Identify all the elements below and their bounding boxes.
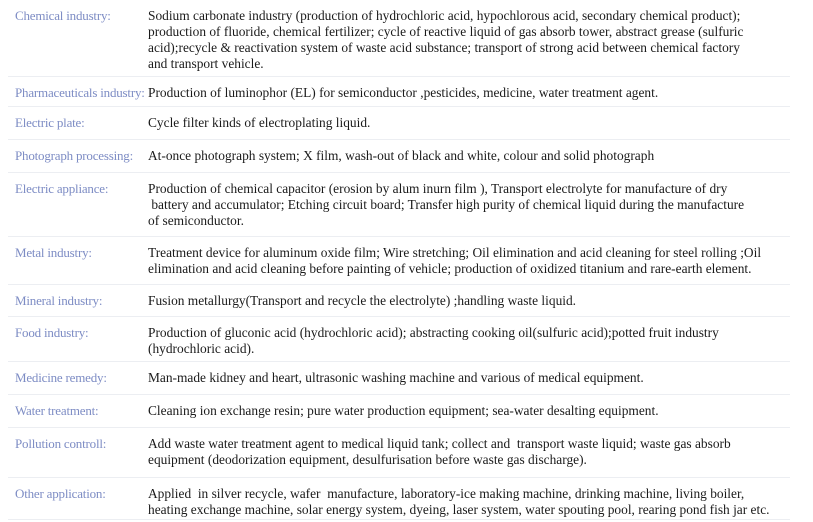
description-line: (hydrochloric acid).	[148, 341, 255, 356]
table-row	[8, 317, 790, 362]
description-line: of semiconductor.	[148, 213, 244, 228]
row-description	[148, 486, 770, 518]
row-label: Mineral industry:	[15, 293, 103, 308]
description-line: battery and accumulator; Etching circuit board; Transfer high purity of chemical liquid during the manufacture	[148, 197, 745, 212]
row-description	[148, 403, 659, 419]
table-row	[8, 0, 790, 77]
row-description	[148, 370, 644, 386]
description-line: and transport vehicle.	[148, 56, 264, 71]
table-row	[8, 285, 790, 317]
row-label: Metal industry:	[15, 245, 92, 260]
description-line: Cleaning ion exchange resin; pure water production equipment; sea-water desalting equipment.	[148, 403, 659, 418]
row-description	[148, 8, 743, 72]
table-row	[8, 428, 790, 478]
row-description	[148, 85, 658, 101]
row-description	[148, 293, 576, 309]
description-line: Production of chemical capacitor (erosion by alum inurn film ), Transport electrolyte for manufacture of dry	[148, 181, 728, 196]
table-row	[8, 362, 790, 395]
row-label: Pollution controll:	[15, 436, 107, 451]
description-line: acid);recycle & reactivation system of waste acid substance; transport of strong acid between chemical factory	[148, 40, 740, 55]
table-row	[8, 395, 790, 428]
row-description	[148, 325, 719, 357]
table-row	[8, 77, 790, 107]
row-label: Electric appliance:	[15, 181, 109, 196]
description-line: heating exchange machine, solar energy system, dyeing, laser system, water spouting pool, rearing pond fish jar etc.	[148, 502, 770, 517]
table-row	[8, 107, 790, 140]
table-row	[8, 140, 790, 173]
description-line: production of fluoride, chemical fertilizer; cycle of reactive liquid of gas absorb tower, abstract grease (sulfuric	[148, 24, 744, 39]
description-line: Fusion metallurgy(Transport and recycle the electrolyte) ;handling waste liquid.	[148, 293, 577, 308]
row-description	[148, 436, 731, 468]
description-line: elimination and acid cleaning before painting of vehicle; production of oxidized titanium and rare-earth element.	[148, 261, 752, 276]
description-line: Cycle filter kinds of electroplating liquid.	[148, 115, 371, 130]
row-description	[148, 148, 654, 164]
table-row	[8, 173, 790, 237]
row-label: Medicine remedy:	[15, 370, 107, 385]
row-description	[148, 245, 761, 277]
row-label: Photograph processing:	[15, 148, 134, 163]
row-label: Water treatment:	[15, 403, 99, 418]
description-line: Sodium carbonate industry (production of hydrochloric acid, hypochlorous acid, secondary chemical product);	[148, 8, 741, 23]
table-row	[8, 237, 790, 285]
description-line: Applied in silver recycle, wafer manufacture, laboratory-ice making machine, drinking machine, living boiler,	[148, 486, 745, 501]
row-description	[148, 181, 744, 229]
row-label: Electric plate:	[15, 115, 85, 130]
row-label: Chemical industry:	[15, 8, 111, 23]
row-label: Food industry:	[15, 325, 89, 340]
row-label: Other application:	[15, 486, 106, 501]
description-line: Add waste water treatment agent to medical liquid tank; collect and transport waste liquid; waste gas absorb	[148, 436, 731, 451]
table-row	[8, 478, 790, 520]
description-line: Treatment device for aluminum oxide film; Wire stretching; Oil elimination and acid cleaning for steel rolling ;Oil	[148, 245, 762, 260]
description-line: Man-made kidney and heart, ultrasonic washing machine and various of medical equipment.	[148, 370, 644, 385]
row-description	[148, 115, 370, 131]
description-line: Production of luminophor (EL) for semiconductor ,pesticides, medicine, water treatment agent.	[148, 85, 659, 100]
description-line: Production of gluconic acid (hydrochloric acid); abstracting cooking oil(sulfuric acid);potted fruit industry	[148, 325, 719, 340]
description-line: At-once photograph system; X film, wash-out of black and white, colour and solid photograph	[148, 148, 655, 163]
description-line: equipment (deodorization equipment, desulfurisation before waste gas discharge).	[148, 452, 587, 467]
applications-table	[8, 0, 790, 520]
row-label: Pharmaceuticals industry:	[15, 85, 145, 100]
